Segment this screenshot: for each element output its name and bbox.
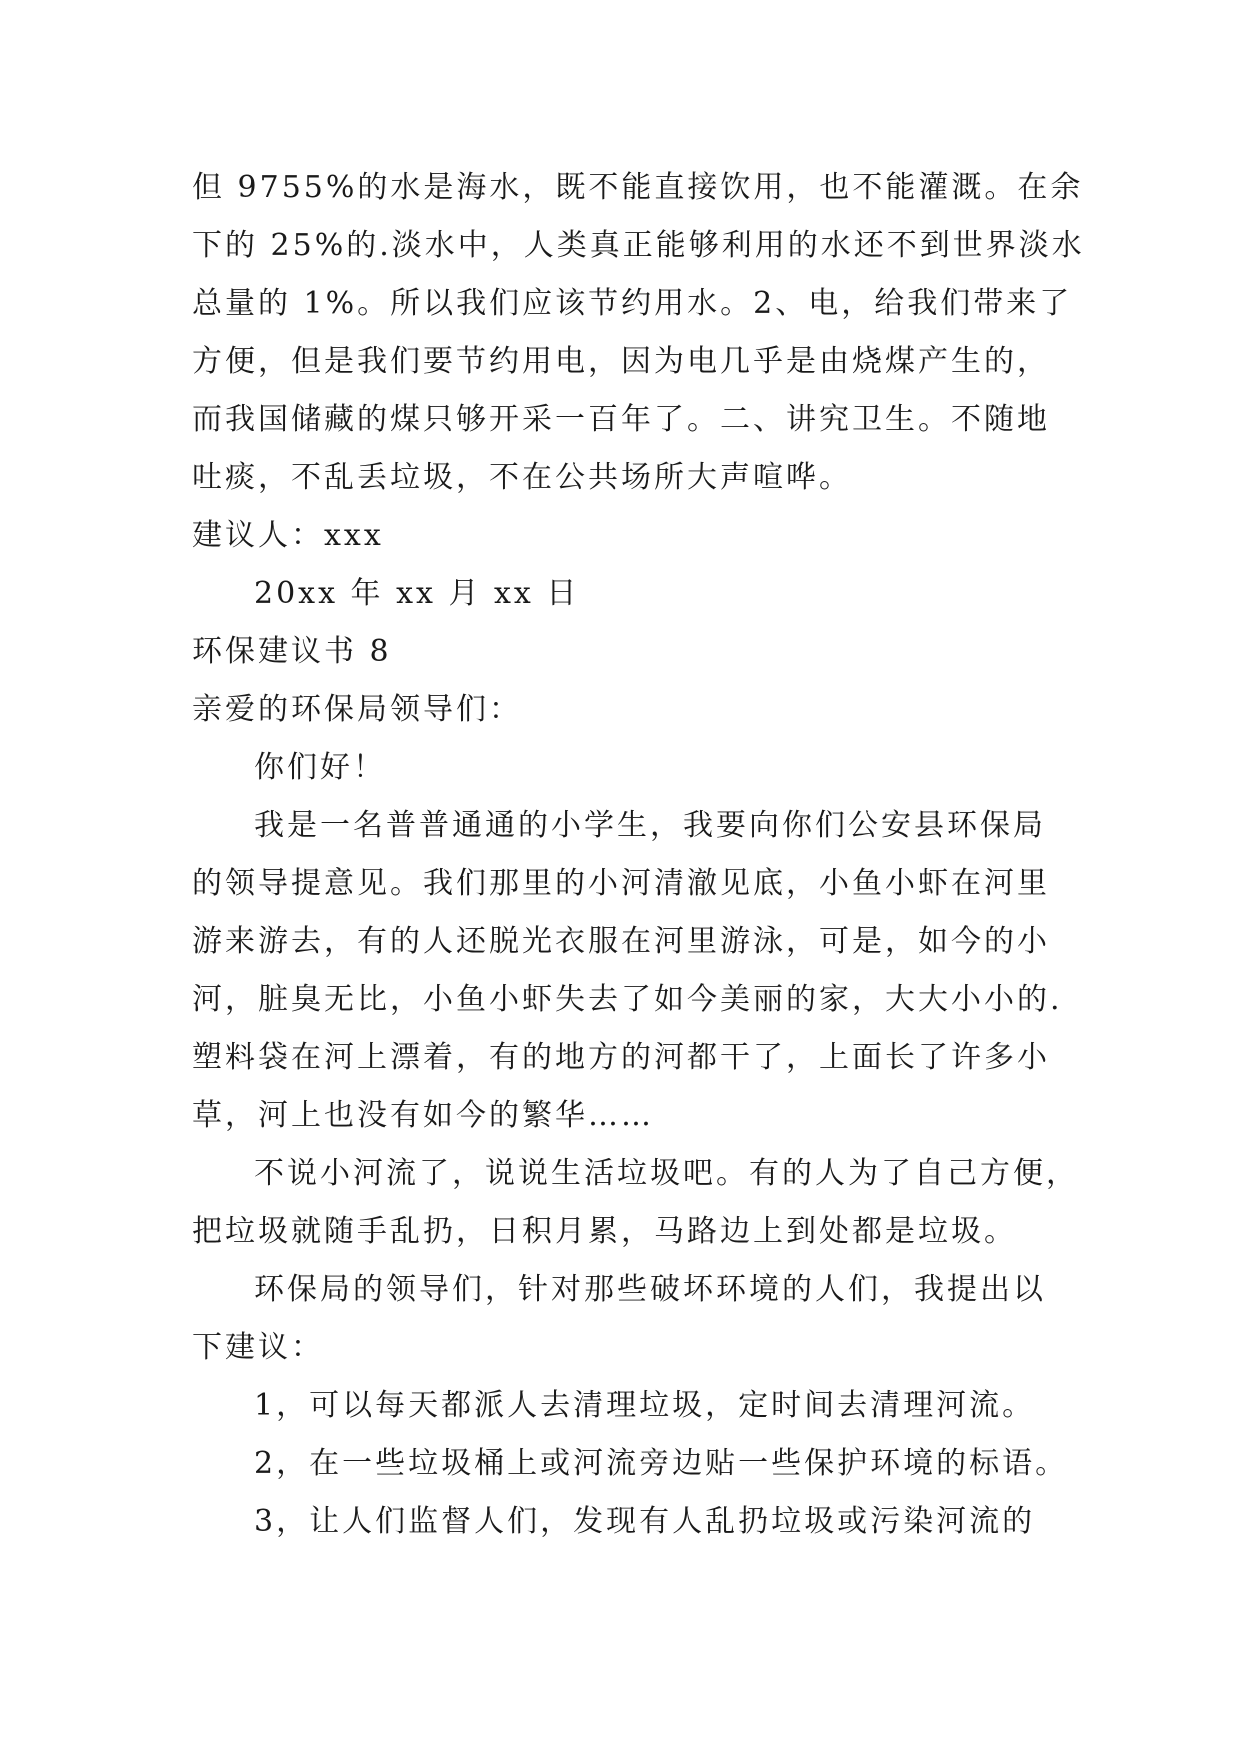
paragraph-line: 游来游去，有的人还脱光衣服在河里游泳，可是，如今的小 bbox=[192, 924, 1050, 959]
signature-date: 20xx 年 xx 月 xx 日 bbox=[254, 576, 580, 611]
paragraph-line: 方便，但是我们要节约用电，因为电几乎是由烧煤产生的， bbox=[192, 344, 1050, 379]
paragraph-line: 但 9755%的水是海水，既不能直接饮用，也不能灌溉。在余 bbox=[192, 170, 1084, 205]
paragraph-line: 下的 25%的.淡水中，人类真正能够利用的水还不到世界淡水 bbox=[192, 228, 1085, 263]
greeting: 你们好！ bbox=[254, 750, 386, 785]
paragraph-line: 下建议： bbox=[192, 1330, 324, 1365]
paragraph-line: 塑料袋在河上漂着，有的地方的河都干了，上面长了许多小 bbox=[192, 1040, 1050, 1075]
paragraph-line: 草，河上也没有如今的繁华…… bbox=[192, 1098, 654, 1133]
salutation: 亲爱的环保局领导们： bbox=[192, 692, 522, 727]
suggestion-item: 2，在一些垃圾桶上或河流旁边贴一些保护环境的标语。 bbox=[254, 1446, 1069, 1481]
paragraph-line: 不说小河流了，说说生活垃圾吧。有的人为了自己方便， bbox=[254, 1156, 1079, 1191]
suggestion-item: 3，让人们监督人们，发现有人乱扔垃圾或污染河流的 bbox=[254, 1504, 1036, 1539]
letter-title: 环保建议书 8 bbox=[192, 634, 392, 669]
signature-name: 建议人：xxx bbox=[192, 518, 384, 553]
paragraph-line: 总量的 1%。所以我们应该节约用水。2、电，给我们带来了 bbox=[192, 286, 1073, 321]
paragraph-line: 我是一名普普通通的小学生，我要向你们公安县环保局 bbox=[254, 808, 1046, 843]
paragraph-line: 河，脏臭无比，小鱼小虾失去了如今美丽的家，大大小小的. bbox=[192, 982, 1063, 1017]
paragraph-line: 而我国储藏的煤只够开采一百年了。二、讲究卫生。不随地 bbox=[192, 402, 1050, 437]
paragraph-line: 环保局的领导们，针对那些破坏环境的人们，我提出以 bbox=[254, 1272, 1046, 1307]
suggestion-item: 1，可以每天都派人去清理垃圾，定时间去清理河流。 bbox=[254, 1388, 1036, 1423]
paragraph-line: 吐痰，不乱丢垃圾，不在公共场所大声喧哗。 bbox=[192, 460, 852, 495]
paragraph-line: 把垃圾就随手乱扔，日积月累，马路边上到处都是垃圾。 bbox=[192, 1214, 1017, 1249]
paragraph-line: 的领导提意见。我们那里的小河清澈见底，小鱼小虾在河里 bbox=[192, 866, 1050, 901]
